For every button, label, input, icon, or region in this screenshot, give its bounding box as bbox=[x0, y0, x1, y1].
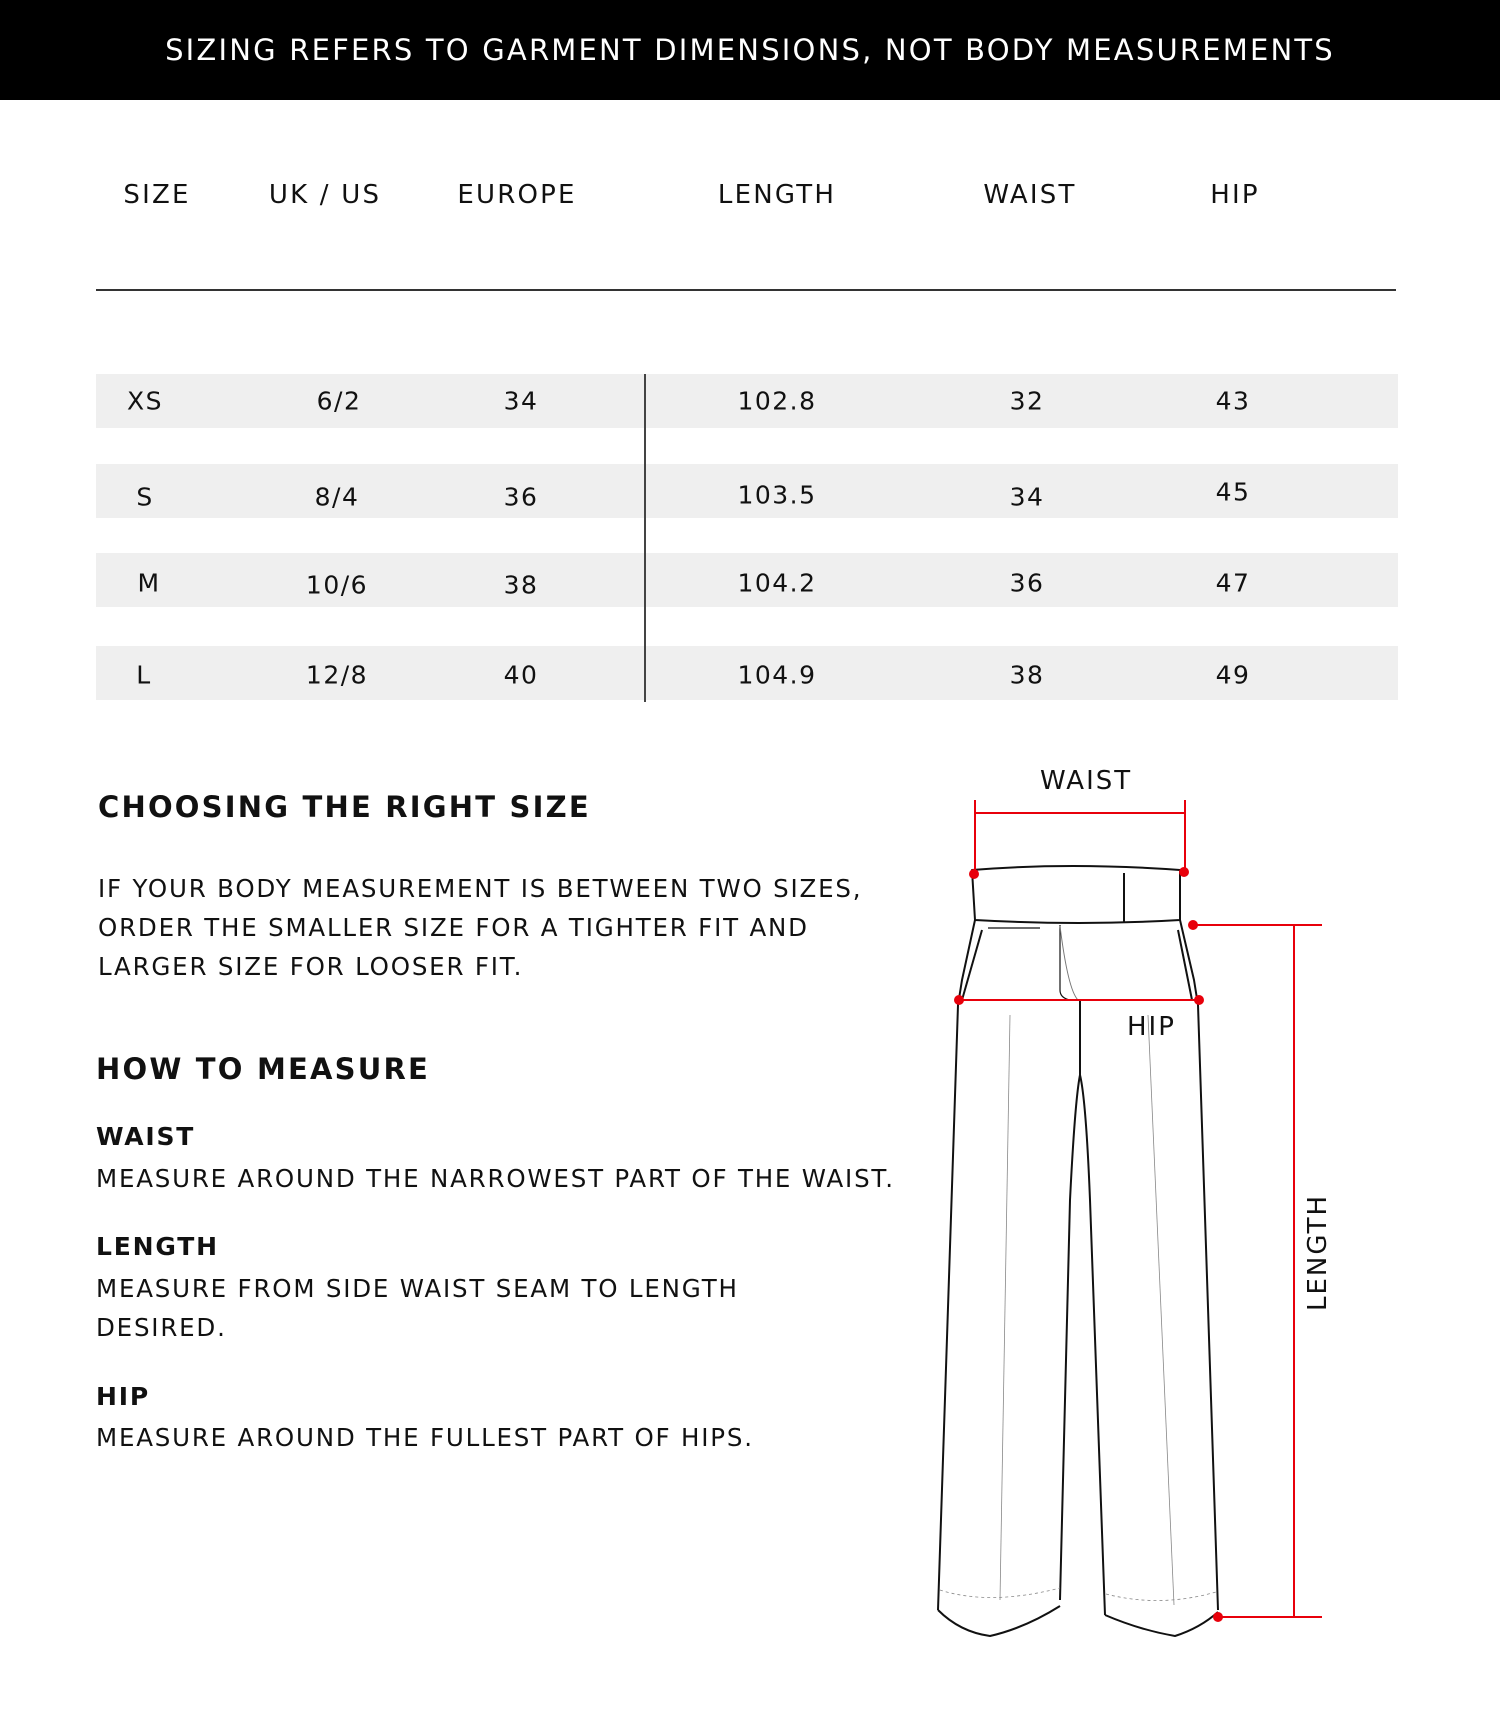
header-uk-us: UK / US bbox=[268, 180, 382, 210]
instruction-line: MEASURE AROUND THE FULLEST PART OF HIPS. bbox=[96, 1423, 754, 1452]
cell-waist: 38 bbox=[1009, 660, 1045, 690]
header-size: SIZE bbox=[123, 180, 191, 210]
cell-uk-us: 6/2 bbox=[316, 386, 362, 416]
choosing-title: CHOOSING THE RIGHT SIZE bbox=[98, 790, 591, 824]
cell-length: 102.8 bbox=[737, 386, 817, 416]
cell-waist: 32 bbox=[1009, 386, 1045, 416]
header-length: LENGTH bbox=[717, 180, 837, 210]
cell-uk-us: 12/8 bbox=[305, 660, 369, 690]
cell-hip: 47 bbox=[1215, 568, 1251, 598]
cell-length: 104.9 bbox=[737, 660, 817, 690]
cell-uk-us: 10/6 bbox=[305, 570, 369, 600]
cell-europe: 34 bbox=[503, 386, 539, 416]
cell-europe: 38 bbox=[503, 570, 539, 600]
measure-point bbox=[1213, 1612, 1223, 1622]
cell-size: S bbox=[136, 482, 154, 512]
cell-hip: 45 bbox=[1215, 477, 1251, 507]
cell-hip: 43 bbox=[1215, 386, 1251, 416]
header-hip: HIP bbox=[1210, 180, 1260, 210]
diagram-length-label: LENGTH bbox=[1303, 1193, 1333, 1311]
cell-waist: 36 bbox=[1009, 568, 1045, 598]
cell-hip: 49 bbox=[1215, 660, 1251, 690]
banner-text: SIZING REFERS TO GARMENT DIMENSIONS, NOT BODY MEASUREMENTS bbox=[165, 33, 1335, 67]
cell-uk-us: 8/4 bbox=[314, 482, 360, 512]
measure-point bbox=[1179, 867, 1189, 877]
cell-europe: 36 bbox=[503, 482, 539, 512]
length-label: LENGTH bbox=[96, 1232, 219, 1261]
measurement-points bbox=[954, 867, 1223, 1622]
choosing-line: ORDER THE SMALLER SIZE FOR A TIGHTER FIT AND bbox=[98, 913, 809, 942]
cell-europe: 40 bbox=[503, 660, 539, 690]
cell-waist: 34 bbox=[1009, 482, 1045, 512]
choosing-line: LARGER SIZE FOR LOOSER FIT. bbox=[98, 952, 524, 981]
cell-length: 104.2 bbox=[737, 568, 817, 598]
choosing-line: IF YOUR BODY MEASUREMENT IS BETWEEN TWO SIZES, bbox=[98, 874, 863, 903]
instruction-line: DESIRED. bbox=[96, 1313, 227, 1342]
measure-point bbox=[954, 995, 964, 1005]
measure-point bbox=[1188, 920, 1198, 930]
diagram-hip-label: HIP bbox=[1127, 1012, 1176, 1042]
header-waist: WAIST bbox=[983, 180, 1077, 210]
hip-label: HIP bbox=[96, 1382, 150, 1411]
header-europe: EUROPE bbox=[457, 180, 577, 210]
cell-size: L bbox=[136, 660, 152, 690]
cell-size: XS bbox=[127, 386, 163, 416]
measure-point bbox=[969, 869, 979, 879]
how-to-title: HOW TO MEASURE bbox=[96, 1052, 431, 1086]
measure-point bbox=[1194, 995, 1204, 1005]
instruction-line: MEASURE AROUND THE NARROWEST PART OF THE WAIST. bbox=[96, 1164, 895, 1193]
cell-length: 103.5 bbox=[737, 480, 817, 510]
waist-label: WAIST bbox=[96, 1122, 196, 1151]
cell-size: M bbox=[137, 568, 161, 598]
instruction-line: MEASURE FROM SIDE WAIST SEAM TO LENGTH bbox=[96, 1274, 739, 1303]
diagram-waist-label: WAIST bbox=[1040, 766, 1133, 796]
trousers-outline bbox=[938, 866, 1218, 1636]
